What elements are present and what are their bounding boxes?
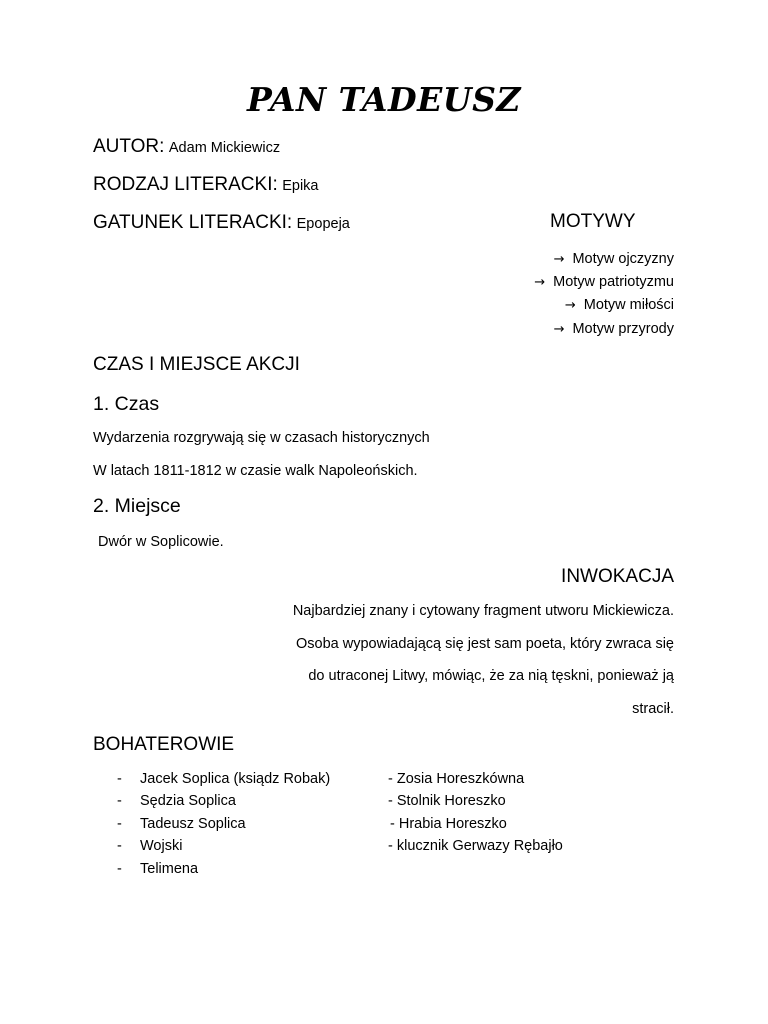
motyw-item: → Motyw patriotyzmu	[534, 274, 674, 290]
hero-left-item: Wojski	[140, 838, 183, 854]
hero-right-item: - Zosia Horeszkówna	[388, 771, 525, 787]
rodzaj-label: RODZAJ LITERACKI:	[93, 174, 278, 195]
gatunek-row	[93, 212, 350, 234]
czas-line: Wydarzenia rozgrywają się w czasach historycznych	[93, 430, 430, 446]
czas-line: W latach 1811-1812 w czasie walk Napoleońskich.	[93, 463, 418, 479]
hero-left-item: Sędzia Soplica	[140, 793, 236, 809]
hero-right-item: - Stolnik Horeszko	[388, 793, 506, 809]
inwokacja-heading: INWOKACJA	[561, 566, 674, 587]
autor-label: AUTOR:	[93, 136, 165, 157]
rodzaj-row	[93, 174, 318, 196]
gatunek-label: GATUNEK LITERACKI:	[93, 212, 293, 233]
list-bullet: -	[117, 816, 122, 832]
inwokacja-line: Osoba wypowiadającą się jest sam poeta, który zwraca się	[296, 636, 674, 652]
document-title: PAN TADEUSZ	[247, 80, 521, 119]
inwokacja-line: stracił.	[632, 701, 674, 717]
autor-value: Adam Mickiewicz	[168, 140, 281, 156]
bohaterowie-heading: BOHATEROWIE	[93, 734, 235, 755]
inwokacja-line: Najbardziej znany i cytowany fragment utworu Mickiewicza.	[292, 603, 674, 619]
autor-row	[93, 136, 280, 158]
miejsce-subheading: 2. Miejsce	[93, 495, 181, 517]
czas-miejsce-heading: CZAS I MIEJSCE AKCJI	[93, 354, 300, 375]
right-arrow-icon: →	[564, 298, 576, 313]
hero-left-item: Telimena	[140, 861, 199, 877]
hero-right-item: - klucznik Gerwazy Rębajło	[388, 838, 563, 854]
gatunek-value: Epopeja	[296, 216, 350, 232]
hero-left-item: Tadeusz Soplica	[140, 816, 246, 832]
list-bullet: -	[117, 861, 122, 877]
hero-left-item: Jacek Soplica (ksiądz Robak)	[140, 771, 331, 787]
list-bullet: -	[117, 838, 122, 854]
list-bullet: -	[117, 771, 122, 787]
list-bullet: -	[117, 793, 122, 809]
motywy-heading: MOTYWY	[550, 211, 636, 232]
rodzaj-value: Epika	[282, 178, 319, 194]
right-arrow-icon: →	[553, 252, 565, 267]
right-arrow-icon: →	[553, 322, 565, 337]
hero-right-item: - Hrabia Horeszko	[390, 816, 507, 832]
right-arrow-icon: →	[534, 275, 546, 290]
motyw-item: → Motyw ojczyzny	[553, 251, 674, 267]
motyw-item: → Motyw miłości	[564, 297, 674, 313]
czas-subheading: 1. Czas	[93, 393, 160, 415]
miejsce-line: Dwór w Soplicowie.	[98, 534, 224, 550]
inwokacja-line: do utraconej Litwy, mówiąc, że za nią tęskni, ponieważ ją	[308, 668, 674, 684]
motyw-item: → Motyw przyrody	[553, 321, 674, 337]
